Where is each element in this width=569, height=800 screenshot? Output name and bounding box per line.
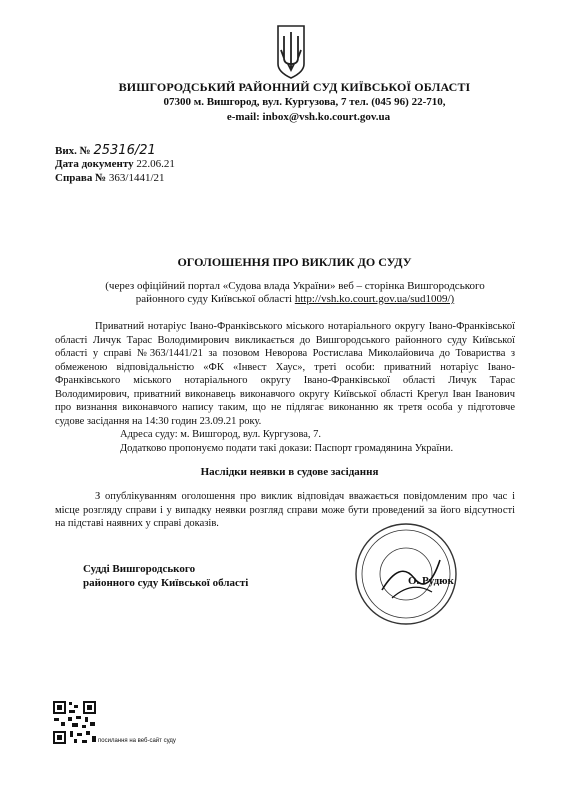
qr-code-icon[interactable] <box>52 700 97 745</box>
court-address-line: Адреса суду: м. Вишгород, вул. Кургузова, 7. <box>120 429 322 440</box>
signature-line-1: Судді Вишгородського <box>83 563 196 575</box>
outgoing-number: 25316/21 <box>93 143 156 158</box>
notice-paragraph: Приватний нотаріус Івано-Франківського міського нотаріального округу Івано-Франківської області Личук Тарас Володимирович викликається до Вишгородського районного суду Київської області у справі №363/1441/21 за позовом Неворова Ростислава Миколайовича до Товариства з обмеженою відповідальністю «ФК «Інвест Хаус», треті особи: приватний нотаріус Івано-Франківського міського нотаріального округу Івано-Франківської області Личук Тарас Володимирович, приватний виконавець виконавчого округу Київської області Крегул Іван Іванович про визнання виконавчого напису таким, що не підлягає виконанню як третя особа у підготовче судове засідання на 14:30 годин 23.09.21 року. <box>55 321 515 427</box>
portal-note-text: (через офіційний портал «Судова влада України» веб – сторінка Вишгородського районного суду Київської області <box>105 280 485 305</box>
case-value: 363/1441/21 <box>108 172 165 184</box>
consequences-text: З опублікуванням оголошення про виклик відповідач вважається повідомленим про час і місце розгляду справи і у випадку неявки розгляд справи може бути проведений за його відсутності на підставі наявних у справі доказів. <box>55 491 515 529</box>
qr-caption: посилання на веб-сайт суду <box>98 738 176 744</box>
case-number-line <box>55 172 165 184</box>
court-seal-stamp-icon <box>352 520 460 628</box>
document-date-line <box>55 158 175 170</box>
judge-name: О. Рудюк <box>408 575 454 587</box>
portal-url-link[interactable]: http://vsh.ko.court.gov.ua/sud1009/) <box>294 293 455 305</box>
consequences-title: Наслідки неявки в судове засідання <box>200 466 379 478</box>
court-name: ВИШГОРОДСЬКИЙ РАЙОННИЙ СУД КИЇВСЬКОЇ ОБЛАСТІ <box>118 80 471 94</box>
court-address: 07300 м. Вишгород, вул. Кургузова, 7 тел. (045 96) 22-710, <box>163 96 446 108</box>
date-value: 22.06.21 <box>136 158 175 170</box>
signature-block <box>83 562 248 590</box>
outgoing-label: Вих. № <box>55 145 91 157</box>
date-label: Дата документу <box>55 158 134 170</box>
case-label: Справа № <box>55 172 107 184</box>
portal-note <box>80 280 510 306</box>
trident-emblem-icon <box>276 24 306 80</box>
court-email: e-mail: inbox@vsh.ko.court.gov.ua <box>226 111 391 123</box>
signature-line-2: районного суду Київської області <box>83 577 249 589</box>
outgoing-number-line <box>55 143 156 158</box>
additional-evidence-line: Додатково пропонуємо подати такі докази: Паспорт громадянина України. <box>120 442 454 454</box>
document-title: ОГОЛОШЕННЯ ПРО ВИКЛИК ДО СУДУ <box>177 255 412 269</box>
notice-body <box>55 320 515 455</box>
